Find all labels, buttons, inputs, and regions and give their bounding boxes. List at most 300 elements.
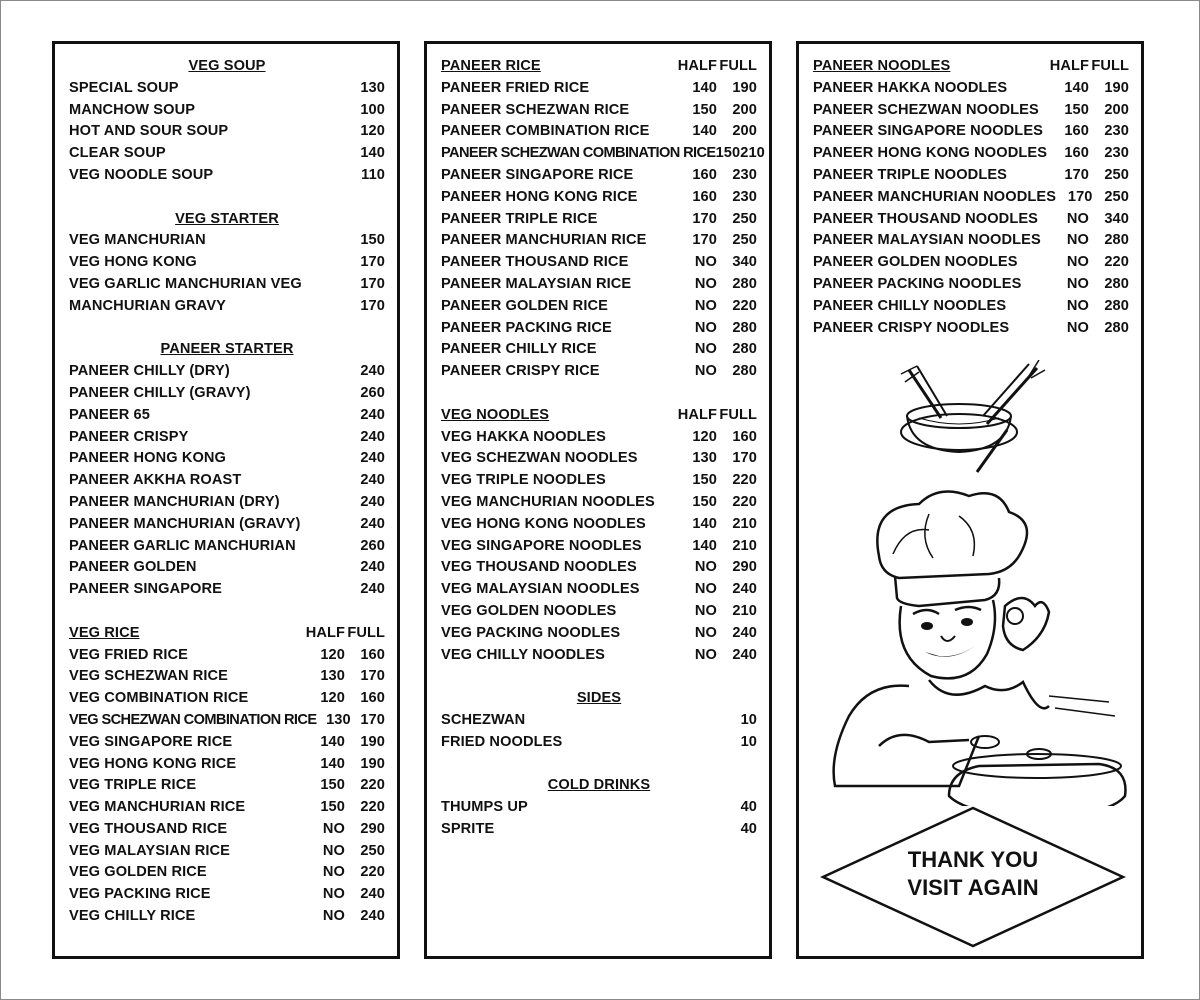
item-half-price: 150 xyxy=(1064,101,1089,118)
menu-item xyxy=(69,274,385,296)
item-full-price: 220 xyxy=(360,777,385,794)
item-price: 260 xyxy=(360,384,385,401)
item-half-price: 150 xyxy=(320,799,345,816)
item-half-price: 160 xyxy=(692,188,717,205)
item-full-price: 220 xyxy=(732,493,757,510)
menu-item xyxy=(813,121,1129,143)
visit-again-line: VISIT AGAIN xyxy=(907,875,1039,900)
item-price: 150 xyxy=(360,232,385,249)
item-half-price: NO xyxy=(322,820,345,837)
menu-column-1 xyxy=(69,56,385,928)
item-name: PANEER THOUSAND RICE xyxy=(441,254,629,271)
item-half-price: NO xyxy=(694,624,717,641)
item-name: VEG SCHEZWAN COMBINATION RICE xyxy=(69,711,317,728)
menu-item xyxy=(69,797,385,819)
menu-item xyxy=(441,252,757,274)
item-price: 170 xyxy=(360,297,385,314)
menu-item xyxy=(69,78,385,100)
item-full-price: 200 xyxy=(1104,101,1129,118)
menu-item xyxy=(441,361,757,383)
half-column-label: HALF xyxy=(677,58,717,74)
item-full-price: 290 xyxy=(360,820,385,837)
menu-item xyxy=(813,230,1129,252)
item-half-price: NO xyxy=(694,559,717,576)
menu-item xyxy=(441,121,757,143)
item-name: VEG TRIPLE RICE xyxy=(69,777,197,794)
item-full-price: 220 xyxy=(732,297,757,314)
menu-item xyxy=(813,252,1129,274)
menu-item xyxy=(69,514,385,536)
thank-you-line: THANK YOU xyxy=(907,847,1039,872)
section-heading xyxy=(69,623,385,645)
item-full-price: 280 xyxy=(1104,275,1129,292)
item-full-price: 290 xyxy=(732,559,757,576)
item-price: 140 xyxy=(360,145,385,162)
item-price: 240 xyxy=(360,363,385,380)
item-full-price: 190 xyxy=(360,733,385,750)
section-heading xyxy=(69,56,385,78)
item-name: VEG THOUSAND RICE xyxy=(69,820,228,837)
item-full-price: 250 xyxy=(1104,166,1129,183)
menu-item xyxy=(441,514,757,536)
item-half-price: 120 xyxy=(320,690,345,707)
item-full-price: 160 xyxy=(360,690,385,707)
item-full-price: 200 xyxy=(732,123,757,140)
item-name: SPECIAL SOUP xyxy=(69,79,179,96)
item-price: 120 xyxy=(360,123,385,140)
menu-item xyxy=(69,906,385,928)
item-name: VEG MALAYSIAN NOODLES xyxy=(441,581,640,598)
item-name: VEG HONG KONG RICE xyxy=(69,755,237,772)
item-half-price: NO xyxy=(694,297,717,314)
menu-item xyxy=(441,230,757,252)
item-name: VEG GOLDEN RICE xyxy=(69,864,207,881)
item-full-price: 240 xyxy=(732,581,757,598)
full-column-label: FULL xyxy=(347,624,385,641)
item-full-price: 250 xyxy=(732,232,757,249)
item-half-price: NO xyxy=(1066,210,1089,227)
menu-item xyxy=(69,165,385,187)
item-price: 110 xyxy=(361,166,385,183)
menu-item xyxy=(441,296,757,318)
section-heading xyxy=(441,56,757,78)
item-full-price: 340 xyxy=(732,254,757,271)
menu-item xyxy=(441,797,757,819)
item-full-price: 250 xyxy=(1104,188,1129,205)
item-half-price: NO xyxy=(694,254,717,271)
item-full-price: 220 xyxy=(1104,254,1129,271)
menu-item xyxy=(441,623,757,645)
section-title: VEG RICE xyxy=(69,624,140,641)
section-gap xyxy=(69,318,385,340)
item-full-price: 210 xyxy=(732,515,757,532)
item-full-price: 230 xyxy=(732,166,757,183)
item-full-price: 280 xyxy=(732,275,757,292)
menu-item xyxy=(813,274,1129,296)
item-name: PANEER HONG KONG xyxy=(69,450,227,467)
item-half-price: NO xyxy=(322,908,345,925)
menu-item xyxy=(813,143,1129,165)
item-name: PANEER CHILLY (GRAVY) xyxy=(69,384,251,401)
menu-item xyxy=(69,252,385,274)
item-price: 40 xyxy=(740,820,757,837)
item-full-price: 210 xyxy=(732,602,757,619)
menu-panel-left xyxy=(52,41,400,959)
item-half-price: 140 xyxy=(692,515,717,532)
menu-column-3 xyxy=(813,56,1129,339)
section-title: VEG SOUP xyxy=(188,58,266,74)
item-name: VEG PACKING NOODLES xyxy=(441,624,621,641)
menu-item xyxy=(441,187,757,209)
item-name: VEG CHILLY NOODLES xyxy=(441,646,605,663)
item-full-price: 230 xyxy=(732,188,757,205)
item-name: PANEER COMBINATION RICE xyxy=(441,123,650,140)
item-name: PANEER SCHEZWAN COMBINATION RICE xyxy=(441,145,716,162)
item-half-price: 140 xyxy=(320,733,345,750)
item-name: VEG HONG KONG NOODLES xyxy=(441,515,646,532)
item-name: VEG MANCHURIAN NOODLES xyxy=(441,493,655,510)
item-price: 10 xyxy=(740,711,757,728)
item-half-price: 130 xyxy=(326,711,351,728)
item-name: VEG PACKING RICE xyxy=(69,886,211,903)
menu-item xyxy=(441,819,757,841)
menu-item xyxy=(441,78,757,100)
item-name: VEG MALAYSIAN RICE xyxy=(69,842,231,859)
section-gap xyxy=(69,601,385,623)
menu-item xyxy=(441,732,757,754)
item-half-price: NO xyxy=(694,581,717,598)
item-full-price: 280 xyxy=(732,319,757,336)
chef-icon xyxy=(809,486,1139,806)
item-half-price: 160 xyxy=(1064,145,1089,162)
menu-item xyxy=(813,165,1129,187)
item-name: PANEER PACKING RICE xyxy=(441,319,612,336)
item-name: VEG TRIPLE NOODLES xyxy=(441,472,606,489)
section-heading xyxy=(69,339,385,361)
item-name: VEG NOODLE SOUP xyxy=(69,166,214,183)
item-full-price: 240 xyxy=(360,886,385,903)
item-name: PANEER SINGAPORE xyxy=(69,581,222,598)
menu-item xyxy=(441,710,757,732)
item-half-price: 150 xyxy=(692,472,717,489)
menu-item xyxy=(69,296,385,318)
item-half-price: 170 xyxy=(1067,188,1093,205)
section-title: COLD DRINKS xyxy=(547,777,651,794)
item-name: VEG MANCHURIAN RICE xyxy=(69,799,246,816)
item-full-price: 220 xyxy=(360,864,385,881)
section-title: PANEER RICE xyxy=(441,58,541,74)
item-name: MANCHURIAN GRAVY xyxy=(69,297,226,314)
item-name: PANEER AKKHA ROAST xyxy=(69,472,242,489)
menu-item xyxy=(69,710,385,732)
menu-item xyxy=(69,775,385,797)
menu-item xyxy=(69,688,385,710)
item-name: CLEAR SOUP xyxy=(69,145,166,162)
section-title: PANEER NOODLES xyxy=(813,58,951,74)
menu-item xyxy=(813,296,1129,318)
section-heading xyxy=(441,775,757,797)
menu-item xyxy=(813,318,1129,340)
item-full-price: 240 xyxy=(732,646,757,663)
item-price: 130 xyxy=(360,79,385,96)
item-name: PANEER THOUSAND NOODLES xyxy=(813,210,1039,227)
menu-item xyxy=(69,862,385,884)
item-full-price: 170 xyxy=(732,450,757,467)
item-name: PANEER TRIPLE NOODLES xyxy=(813,166,1007,183)
menu-item xyxy=(69,143,385,165)
item-name: PANEER MANCHURIAN RICE xyxy=(441,232,647,249)
item-price: 240 xyxy=(360,450,385,467)
item-half-price: NO xyxy=(1066,297,1089,314)
item-half-price: NO xyxy=(1066,232,1089,249)
menu-item xyxy=(69,536,385,558)
item-name: PANEER SINGAPORE RICE xyxy=(441,166,634,183)
item-half-price: NO xyxy=(1066,275,1089,292)
item-name: PANEER GOLDEN xyxy=(69,559,197,576)
half-column-label: HALF xyxy=(1049,58,1089,74)
section-heading xyxy=(441,688,757,710)
full-column-label: FULL xyxy=(719,406,757,423)
item-full-price: 190 xyxy=(732,79,757,96)
item-name: PANEER HONG KONG NOODLES xyxy=(813,145,1048,162)
section-gap xyxy=(441,383,757,405)
menu-item xyxy=(69,383,385,405)
half-column-label: HALF xyxy=(677,406,717,423)
menu-item xyxy=(441,536,757,558)
menu-item xyxy=(441,274,757,296)
half-column-label: HALF xyxy=(305,624,345,641)
menu-item xyxy=(69,448,385,470)
menu-item xyxy=(441,645,757,667)
menu-item xyxy=(69,645,385,667)
item-half-price: NO xyxy=(694,319,717,336)
section-title: PANEER STARTER xyxy=(160,341,294,358)
item-half-price: 170 xyxy=(692,210,717,227)
item-name: FRIED NOODLES xyxy=(441,733,563,750)
item-half-price: NO xyxy=(322,886,345,903)
item-half-price: 140 xyxy=(692,123,717,140)
menu-item xyxy=(69,884,385,906)
menu-item xyxy=(69,819,385,841)
item-half-price: NO xyxy=(322,864,345,881)
menu-item xyxy=(441,100,757,122)
item-full-price: 250 xyxy=(360,842,385,859)
item-name: VEG HONG KONG xyxy=(69,254,197,271)
item-name: THUMPS UP xyxy=(441,799,528,816)
menu-item xyxy=(69,427,385,449)
soup-bowl-icon xyxy=(889,360,1049,480)
item-name: HOT AND SOUR SOUP xyxy=(69,123,229,140)
item-half-price: 160 xyxy=(692,166,717,183)
full-column-label: FULL xyxy=(719,58,757,74)
item-price: 240 xyxy=(360,581,385,598)
menu-item xyxy=(813,209,1129,231)
section-title: VEG STARTER xyxy=(175,210,279,227)
item-full-price: 170 xyxy=(360,668,385,685)
item-name: SPRITE xyxy=(441,820,495,837)
item-price: 170 xyxy=(360,254,385,271)
item-half-price: NO xyxy=(1066,319,1089,336)
section-gap xyxy=(441,754,757,776)
full-column-label: FULL xyxy=(1091,58,1129,74)
menu-item xyxy=(69,230,385,252)
section-heading xyxy=(69,209,385,231)
item-full-price: 240 xyxy=(360,908,385,925)
item-half-price: 150 xyxy=(692,101,717,118)
item-half-price: 140 xyxy=(692,537,717,554)
item-price: 40 xyxy=(740,799,757,816)
item-half-price: 130 xyxy=(692,450,717,467)
menu-item xyxy=(441,209,757,231)
menu-panel-right xyxy=(796,41,1144,959)
item-name: PANEER GARLIC MANCHURIAN xyxy=(69,537,296,554)
menu-item xyxy=(441,492,757,514)
item-price: 240 xyxy=(360,428,385,445)
item-name: PANEER CHILLY RICE xyxy=(441,341,597,358)
item-name: PANEER GOLDEN RICE xyxy=(441,297,608,314)
item-full-price: 280 xyxy=(732,363,757,380)
item-half-price: 120 xyxy=(320,646,345,663)
item-half-price: NO xyxy=(1066,254,1089,271)
item-name: VEG COMBINATION RICE xyxy=(69,690,249,707)
item-name: PANEER CRISPY xyxy=(69,428,189,445)
item-full-price: 280 xyxy=(1104,297,1129,314)
item-price: 240 xyxy=(360,472,385,489)
item-full-price: 230 xyxy=(1104,145,1129,162)
item-full-price: 220 xyxy=(732,472,757,489)
menu-panel-middle xyxy=(424,41,772,959)
item-half-price: 150 xyxy=(692,493,717,510)
item-name: PANEER 65 xyxy=(69,406,150,423)
item-name: VEG SCHEZWAN RICE xyxy=(69,668,229,685)
item-name: VEG SINGAPORE RICE xyxy=(69,733,233,750)
menu-item xyxy=(69,100,385,122)
item-price: 100 xyxy=(360,101,385,118)
item-name: PANEER CRISPY RICE xyxy=(441,363,600,380)
item-full-price: 160 xyxy=(360,646,385,663)
item-price: 240 xyxy=(360,493,385,510)
item-full-price: 280 xyxy=(732,341,757,358)
thank-you-text xyxy=(819,846,1127,902)
section-heading xyxy=(441,405,757,427)
item-name: MANCHOW SOUP xyxy=(69,101,196,118)
item-half-price: NO xyxy=(694,341,717,358)
menu-item xyxy=(813,78,1129,100)
item-half-price: 120 xyxy=(692,428,717,445)
item-name: PANEER MANCHURIAN NOODLES xyxy=(813,188,1057,205)
item-name: VEG SCHEZWAN NOODLES xyxy=(441,450,638,467)
item-name: PANEER HONG KONG RICE xyxy=(441,188,638,205)
menu-item xyxy=(813,100,1129,122)
item-price: 260 xyxy=(360,537,385,554)
item-name: VEG GARLIC MANCHURIAN VEG xyxy=(69,275,302,292)
item-half-price: NO xyxy=(694,646,717,663)
item-name: PANEER MANCHURIAN (GRAVY) xyxy=(69,515,301,532)
item-name: VEG CHILLY RICE xyxy=(69,908,196,925)
item-full-price: 230 xyxy=(1104,123,1129,140)
menu-item xyxy=(69,121,385,143)
menu-item xyxy=(441,448,757,470)
item-name: PANEER GOLDEN NOODLES xyxy=(813,254,1018,271)
item-full-price: 240 xyxy=(732,624,757,641)
item-name: PANEER CHILLY (DRY) xyxy=(69,363,230,380)
item-name: PANEER MALAYSIAN NOODLES xyxy=(813,232,1041,249)
item-half-price: 150 xyxy=(715,145,741,162)
item-name: VEG GOLDEN NOODLES xyxy=(441,602,617,619)
item-name: PANEER MALAYSIAN RICE xyxy=(441,275,632,292)
item-half-price: NO xyxy=(322,842,345,859)
item-full-price: 250 xyxy=(732,210,757,227)
section-heading xyxy=(813,56,1129,78)
item-name: PANEER CHILLY NOODLES xyxy=(813,297,1007,314)
thank-you-banner xyxy=(819,806,1127,948)
item-name: VEG HAKKA NOODLES xyxy=(441,428,606,445)
item-half-price: 160 xyxy=(1064,123,1089,140)
section-title: SIDES xyxy=(576,690,622,707)
item-name: PANEER PACKING NOODLES xyxy=(813,275,1022,292)
item-full-price: 220 xyxy=(360,799,385,816)
item-name: PANEER FRIED RICE xyxy=(441,79,590,96)
item-name: PANEER CRISPY NOODLES xyxy=(813,319,1010,336)
item-full-price: 340 xyxy=(1104,210,1129,227)
item-name: VEG SINGAPORE NOODLES xyxy=(441,537,642,554)
menu-item xyxy=(441,165,757,187)
menu-column-2 xyxy=(441,56,765,841)
item-full-price: 210 xyxy=(740,145,765,162)
section-gap xyxy=(441,666,757,688)
menu-item xyxy=(69,492,385,514)
item-half-price: NO xyxy=(694,275,717,292)
item-half-price: NO xyxy=(694,363,717,380)
item-full-price: 170 xyxy=(360,711,385,728)
menu-item xyxy=(69,841,385,863)
menu-item xyxy=(69,361,385,383)
section-title: VEG NOODLES xyxy=(441,406,550,423)
item-price: 240 xyxy=(360,559,385,576)
menu-item xyxy=(69,557,385,579)
item-half-price: 140 xyxy=(320,755,345,772)
item-full-price: 200 xyxy=(732,101,757,118)
item-name: PANEER TRIPLE RICE xyxy=(441,210,598,227)
item-name: PANEER MANCHURIAN (DRY) xyxy=(69,493,280,510)
item-name: PANEER SINGAPORE NOODLES xyxy=(813,123,1043,140)
item-name: PANEER SCHEZWAN RICE xyxy=(441,101,630,118)
item-name: PANEER SCHEZWAN NOODLES xyxy=(813,101,1039,118)
item-half-price: 170 xyxy=(1064,166,1089,183)
menu-item xyxy=(69,754,385,776)
item-full-price: 210 xyxy=(732,537,757,554)
item-full-price: 160 xyxy=(732,428,757,445)
menu-item xyxy=(69,405,385,427)
item-price: 10 xyxy=(740,733,757,750)
item-name: PANEER HAKKA NOODLES xyxy=(813,79,1008,96)
item-full-price: 280 xyxy=(1104,232,1129,249)
item-half-price: 130 xyxy=(320,668,345,685)
item-name: VEG THOUSAND NOODLES xyxy=(441,559,637,576)
menu-item xyxy=(441,339,757,361)
menu-item xyxy=(69,666,385,688)
section-gap xyxy=(69,187,385,209)
item-full-price: 190 xyxy=(360,755,385,772)
item-price: 240 xyxy=(360,515,385,532)
menu-item xyxy=(441,557,757,579)
item-half-price: 140 xyxy=(1064,79,1089,96)
item-name: VEG MANCHURIAN xyxy=(69,232,206,249)
menu-item xyxy=(441,143,765,165)
item-price: 170 xyxy=(360,275,385,292)
item-name: SCHEZWAN xyxy=(441,711,526,728)
item-price: 240 xyxy=(360,406,385,423)
